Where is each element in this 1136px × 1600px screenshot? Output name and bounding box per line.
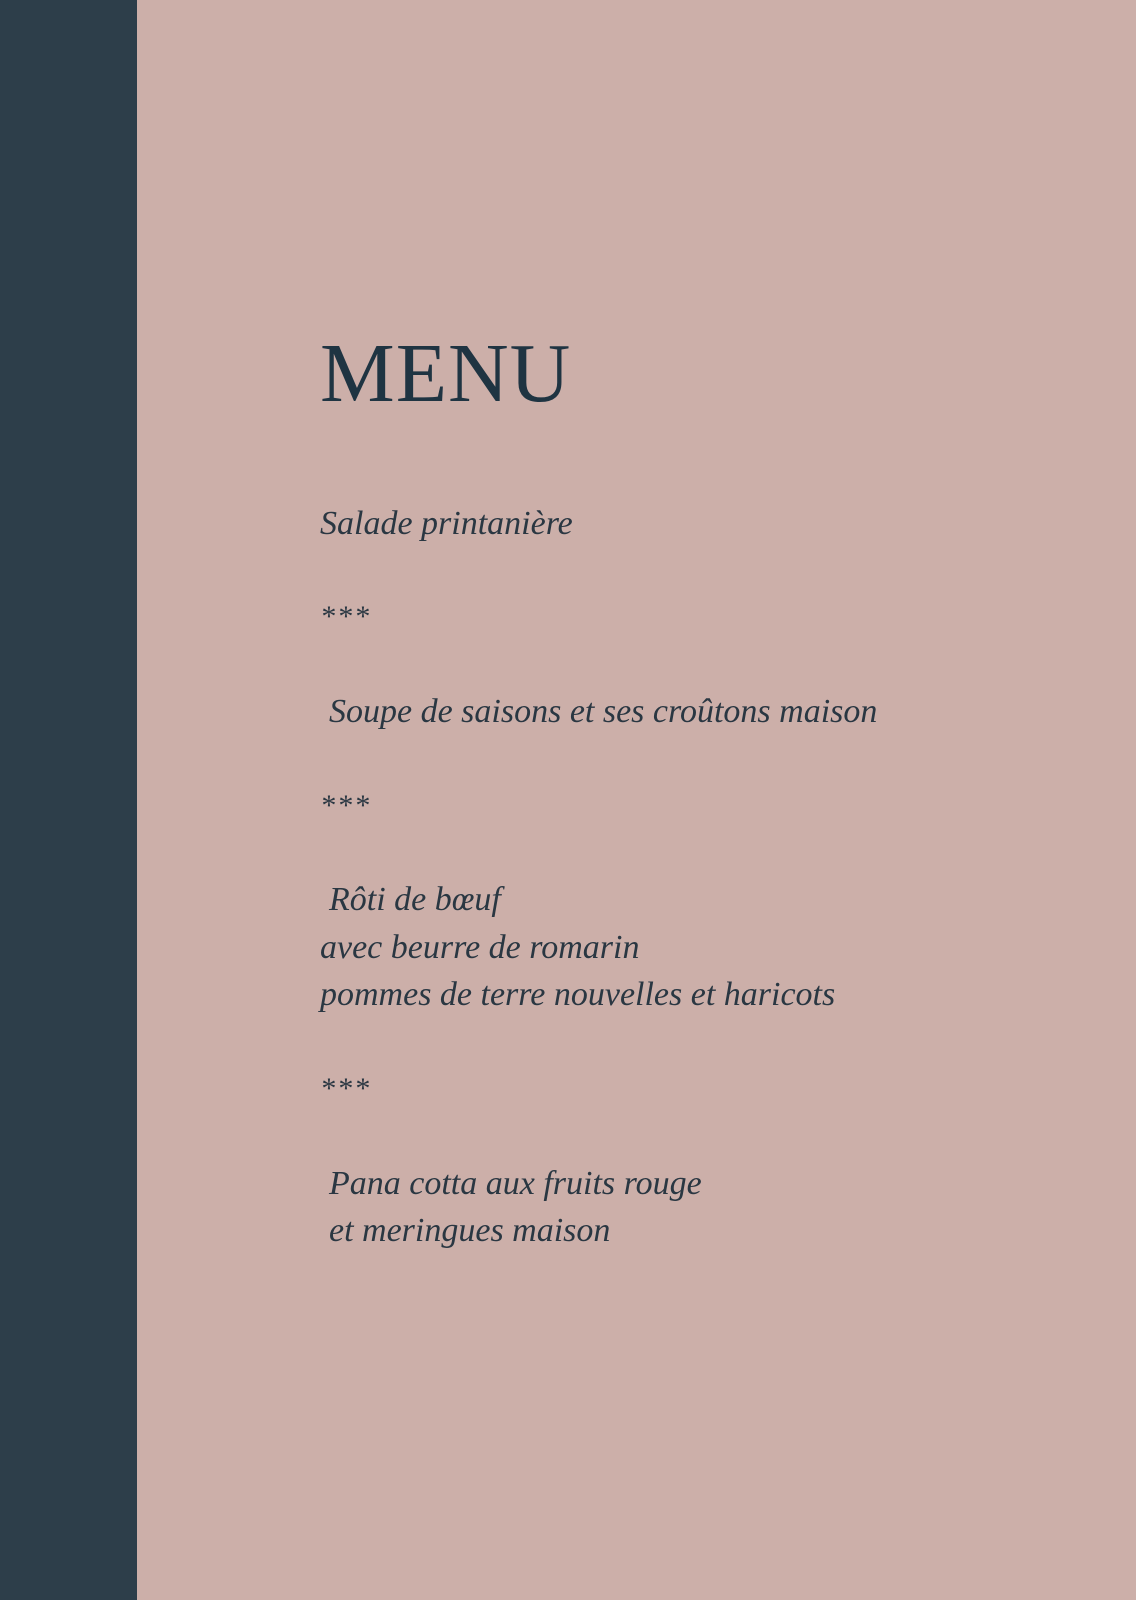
- course-dessert-line-1: Pana cotta aux fruits rouge: [329, 1165, 702, 1202]
- side-band: [0, 0, 137, 1600]
- separator-2: ***: [320, 789, 371, 822]
- course-main-line-3: pommes de terre nouvelles et haricots: [320, 976, 836, 1013]
- menu-title: MENU: [320, 327, 572, 420]
- separator-1: ***: [320, 600, 371, 633]
- separator-3: ***: [320, 1072, 371, 1105]
- course-main-line-1: Rôti de bœuf: [329, 881, 501, 918]
- course-dessert-line-2: et meringues maison: [329, 1212, 611, 1249]
- course-soup: Soupe de saisons et ses croûtons maison: [329, 693, 878, 730]
- course-main-line-2: avec beurre de romarin: [320, 929, 640, 966]
- course-starter: Salade printanière: [320, 505, 573, 542]
